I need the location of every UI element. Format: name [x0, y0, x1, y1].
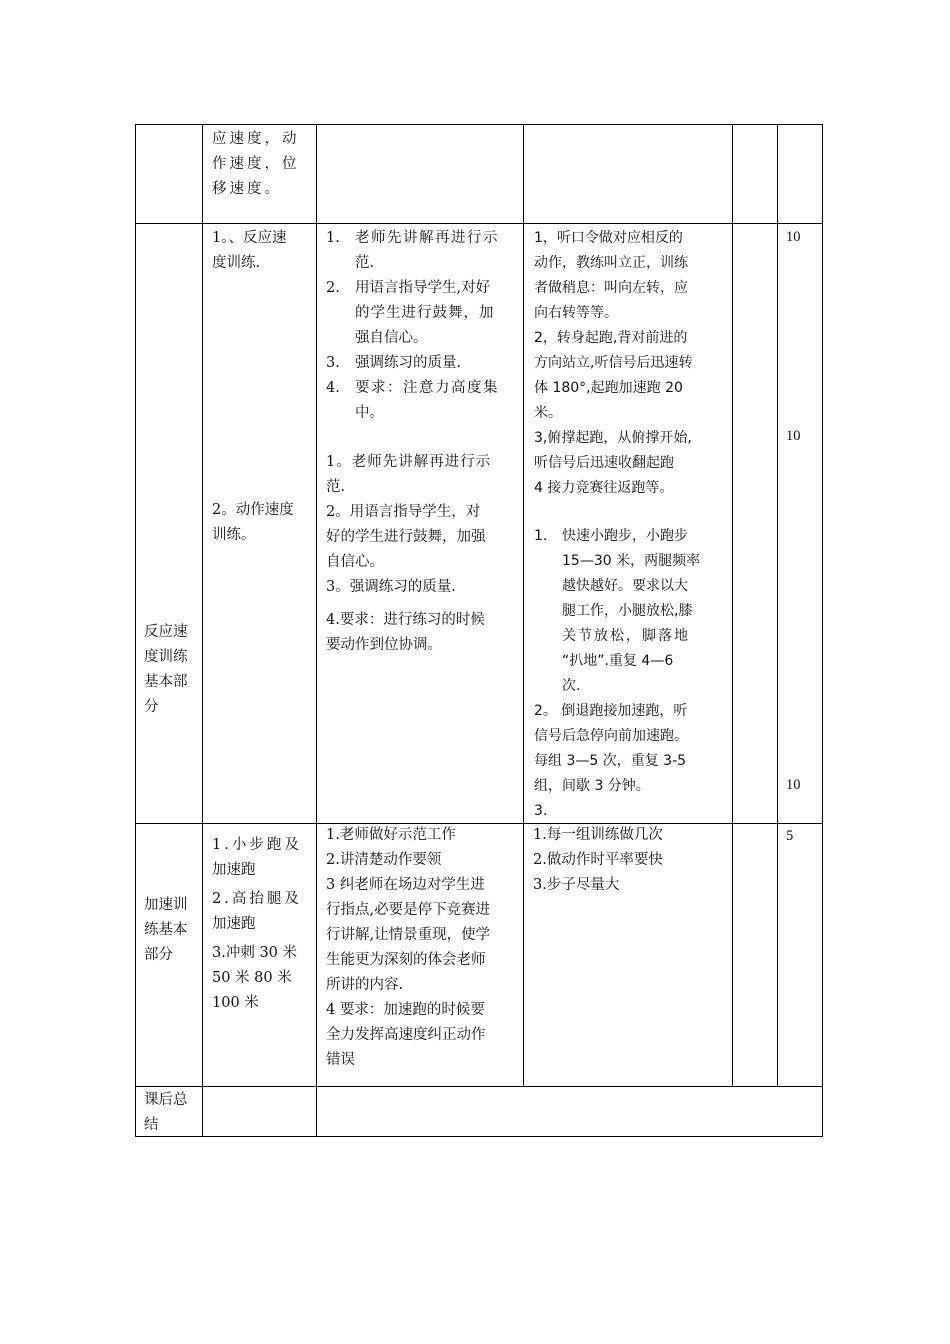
student-line: 方向站立,听信号后迅速转 — [534, 355, 693, 371]
list-line: 用语言指导学生,对好 — [355, 280, 491, 296]
list-line: 强自信心。 — [355, 330, 428, 346]
row2-label-line: 反应速 — [144, 624, 188, 640]
row2-label-line: 度训练 — [144, 649, 188, 665]
content-line: 1。、反应速 — [212, 230, 287, 246]
list-line: 腿工作，小腿放松,膝 — [562, 603, 693, 619]
hline-1 — [135, 223, 823, 224]
student-line: 动作，教练叫立正，训练 — [534, 255, 688, 271]
vline-5 — [777, 124, 778, 1087]
student-line: 3. — [534, 803, 548, 819]
list-line: 中。 — [355, 405, 384, 421]
teacher-list-item — [326, 376, 518, 426]
para-line: 自信心。 — [326, 554, 384, 570]
list-number: 4. — [326, 380, 340, 396]
teacher-line: 错误 — [326, 1052, 355, 1068]
student-line: 体 180°,起跑加速跑 20 — [534, 380, 683, 396]
list-number: 2. — [326, 280, 340, 296]
list-line: 强调练习的质量. — [355, 355, 462, 371]
row4-label-cell — [144, 1088, 200, 1138]
list-line: 15—30 米，两腿频率 — [562, 553, 701, 569]
student-line: 组，间歇 3 分钟。 — [534, 778, 650, 794]
student-list-item — [534, 524, 730, 699]
row2-content-a — [212, 226, 314, 276]
teacher-line: 全力发挥高速度纠正动作 — [326, 1027, 486, 1043]
content-line: 100 米 — [212, 995, 259, 1011]
teacher-line: 2.讲清楚动作要领 — [326, 852, 442, 868]
req-line: 4.要求：进行练习的时候 — [326, 612, 485, 628]
content-line: 加速跑 — [212, 916, 256, 932]
student-line: 者做稍息：叫向左转，应 — [534, 280, 688, 296]
row2-teacher-para — [326, 450, 520, 600]
list-number: 1. — [326, 230, 340, 246]
req-line: 要动作到位协调。 — [326, 637, 442, 653]
hline-3 — [135, 1086, 823, 1087]
list-line: 范. — [355, 255, 375, 271]
para-line: 1。老师先讲解再进行示 — [326, 454, 492, 470]
list-line: 快速小跑步，小跑步 — [562, 528, 688, 544]
row3-teacher-cell — [326, 823, 520, 1073]
vline-right — [822, 124, 823, 1137]
row2-label-line: 分 — [144, 699, 159, 715]
row1-line: 作速度，位 — [212, 156, 300, 172]
teacher-list-item — [326, 351, 518, 376]
student-line: 米。 — [534, 405, 562, 421]
row3-label-cell — [144, 893, 200, 968]
list-line: 要求：注意力高度集 — [355, 380, 499, 396]
para-line: 2。用语言指导学生，对 — [326, 504, 481, 520]
content-line: 1.小步跑及 — [212, 837, 302, 853]
student-line: 1，听口令做对应相反的 — [534, 230, 683, 246]
row2-label-line: 基本部 — [144, 674, 188, 690]
row2-teacher-req — [326, 608, 520, 658]
content-line: 度训练. — [212, 255, 261, 271]
content-line: 2。动作速度 — [212, 502, 294, 518]
list-number: 3. — [326, 355, 340, 371]
para-line: 3。强调练习的质量. — [326, 579, 456, 595]
row1-line: 移速度。 — [212, 181, 282, 197]
row1-content-cell — [212, 127, 312, 202]
row3-label-line: 加速训 — [144, 897, 188, 913]
student-line: 1.每一组训练做几次 — [533, 827, 663, 843]
content-line: 训练。 — [212, 527, 256, 543]
teacher-line: 4 要求：加速跑的时候要 — [326, 1002, 485, 1018]
list-line: “扒地”.重复 4—6 — [562, 653, 674, 669]
row3-student-cell — [533, 823, 729, 898]
row2-label-cell — [144, 620, 200, 720]
teacher-list-item — [326, 276, 518, 351]
teacher-list-item — [326, 226, 518, 276]
time-value: 10 — [786, 777, 801, 793]
list-line: 越快越好。要求以大 — [562, 578, 688, 594]
list-line: 关节放松，脚落地 — [562, 628, 690, 644]
vline-3 — [523, 124, 524, 1087]
student-line: 听信号后迅速收翻起跑 — [534, 455, 674, 471]
teacher-line: 行讲解,让情景重现，使学 — [326, 927, 491, 943]
teacher-line: 所讲的内容. — [326, 977, 404, 993]
row2-student-a — [534, 226, 730, 501]
student-line: 2。 倒退跑接加速跑，听 — [534, 703, 688, 719]
vline-4 — [732, 124, 733, 1087]
row4-label-line: 结 — [144, 1117, 159, 1133]
content-line: 50 米 80 米 — [212, 970, 292, 986]
hline-bottom — [135, 1136, 823, 1137]
list-line: 老师先讲解再进行示 — [355, 230, 499, 246]
vline-1 — [202, 124, 203, 1137]
content-line: 2.高抬腿及 — [212, 891, 302, 907]
list-line: 的学生进行鼓舞，加 — [355, 305, 495, 321]
para-line: 范. — [326, 479, 346, 495]
teacher-line: 行指点,必要是停下竞赛进 — [326, 902, 491, 918]
content-line: 加速跑 — [212, 862, 256, 878]
row4-label-line: 课后总 — [144, 1092, 188, 1108]
student-line: 3.步子尽量大 — [533, 877, 620, 893]
student-line: 4 接力竞赛往返跑等。 — [534, 480, 674, 496]
row3-label-line: 练基本 — [144, 922, 188, 938]
student-line: 2.做动作时平率要快 — [533, 852, 663, 868]
row2-student-b — [534, 524, 730, 824]
list-number: 1. — [534, 528, 548, 544]
time-value: 5 — [786, 828, 794, 844]
teacher-line: 生能更为深刻的体会老师 — [326, 952, 486, 968]
student-line: 信号后急停向前加速跑。 — [534, 728, 688, 744]
list-line: 次. — [562, 678, 581, 694]
row3-label-line: 部分 — [144, 947, 173, 963]
teacher-line: 1.老师做好示范工作 — [326, 827, 456, 843]
student-line: 2，转身起跑,背对前进的 — [534, 330, 688, 346]
student-line: 向右转等等。 — [534, 305, 618, 321]
row1-line: 应速度，动 — [212, 131, 300, 147]
time-value: 10 — [786, 229, 801, 245]
content-line: 3.冲刺 30 米 — [212, 945, 298, 961]
para-line: 好的学生进行鼓舞，加强 — [326, 529, 486, 545]
row3-content-cell — [212, 833, 314, 1016]
teacher-line: 3 纠老师在场边对学生进 — [326, 877, 485, 893]
vline-left — [135, 124, 136, 1137]
time-value: 10 — [786, 428, 801, 444]
row2-teacher-list — [326, 226, 518, 426]
student-line: 3,俯撑起跑，从俯撑开始, — [534, 430, 692, 446]
row2-content-b — [212, 498, 314, 548]
vline-2 — [316, 124, 317, 1137]
student-line: 每组 3—5 次，重复 3-5 — [534, 753, 687, 769]
hline-top — [135, 124, 823, 125]
